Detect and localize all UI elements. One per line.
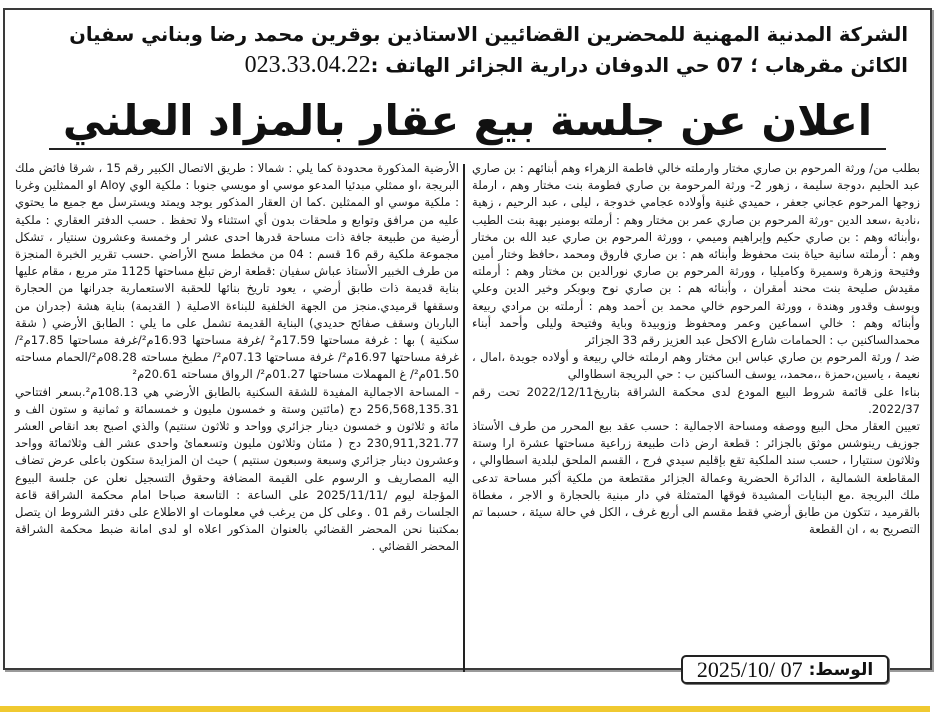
phone-number: 023.33.04.22 <box>244 52 371 78</box>
defendant-paragraph: ضد / ورثة المرحوم بن صاري عباس ابن مختار وهم ارملته خالي ربيعة و أولاده جويدة ،امال ، نعيمة ، ياسين،حمزة ،،محمد،، يوسف الساكنين ب : حي البريجة اسطاوالي <box>472 350 920 382</box>
column-divider <box>463 164 465 672</box>
accent-bar <box>0 706 930 712</box>
company-name-line: الشركة المدنية المهنية للمحضرين القضائيين الاستاذين بوقرين محمد رضا وبناني سفيان <box>69 23 908 46</box>
notice-body <box>5 160 930 662</box>
publication-date-tag <box>681 655 889 684</box>
left-column <box>15 160 459 556</box>
title-container <box>5 96 930 150</box>
property-description-paragraph: تعيين العقار محل البيع ووصفه ومساحة الاجمالية : حسب عقد بيع المحرر من طرف الأستاذ جوزيف رينوشس موثق بالجزائر : قطعة ارض ذات طبيعة زراعية مساحتها عشرة ارا وستة وثلاثون سنتيارا ، حسب سند الملكية تقع بإقليم سيدي فرج ، القسم الملحق لبلدية اسطاوالي ، المقاطعة الشمالية ، الدائرة الحضرية وعمالة الجزائر مقتطعة من ملكية أكبر مساحة تدعى ملك البريجة .مع البنايات المشيدة فوقها المتمثلة في دار مبنية بالحجارة و الاجر ، مغطاة بالقرميد ، تتكون من طابق أرضي فقط مقسم الى أربع غرف ، الكل في حالة سيئة ، حسبما تم التصريح به ، ان القطعة <box>472 419 920 537</box>
newspaper-label: الوسط: <box>808 659 874 680</box>
plaintiff-paragraph: بطلب من/ ورثة المرحوم بن صاري مختار وارملته خالي فاطمة الزهراء وهم أبنائهم : بن صاري عبد الحليم ،دوجة سليمة ، زهور 2- ورثة المرحومة بن صاري فطومة بنت مختار وهم ، ارملة زوجها المرحوم عجاني جعفر ، حميدي غنية وأولاده عجامي خدوجة ، ليلى ، عبد الرحيم ، زهية ،نادية ،سعد الدين -ورثة المرحوم بن صاري عمر بن مختار وهم : أرملته بومنير بهية بنت الطيب ،وأبنائه وهم : بن صاري حكيم وإبراهيم وميمي ، وورثة المرحوم بن صاري عبد الله بن مختار وهم : أرملته سانية حياة بنت محفوظ وأبنائه هم : بن صاري فاروق ومحمد ،حافظ وختار أمين وفتيحة وزهرة وسميرة وكاميليا ، وورثة المرحوم بن صاري نورالدين بن مختار وهم : أرملته مقيدش صليحة بنت محند أمقران ، وأبنائه هم : بن صاري نوح وبوبكر وخير الدين وعلي ويوسف وقدور وهندة ، وورثة المرحوم خالي محمد بن أحمد وهم : أرملته بن مرادي ربيعة وأبنائه وهم : خالي اسماعين وعمر ومحفوظ وزوبيدة وباية وفتيحة وليلى وأحمد أبناء محمدالساكنين ب : الحمامات شارع الاكحل عبد العزيز رقم 33 الجزائر <box>472 161 920 348</box>
right-column <box>472 160 920 538</box>
price-and-session-paragraph: - المساحة الاجمالية المفيدة للشقة السكنية بالطابق الأرضي هي 108.13م².بسعر افتتاحي 256,568,135.31 دج (مائتين وستة و خمسون مليون و خمسمائة و ثمانية و ستون الف و مائة و ثلاثون و خمسون دينار جزائري وواحد و ثلاثون سنتيم) والذي اصبح بعد انقاص العشر 230,911,321.77 دج ( مئتان وثلاثون مليون وتسعمائ واحدى عشر الف وثلاثمائة وواحد وعشرون دينار جزائري وسبعة وسبعون سنتيم ) حيث ان المزايدة ستكون باعلى عرض تضاف اليه المصاريف و الرسوم على القيمة المضافة وحقوق التسجيل نعلن عن جلسة البيوع المؤجلة ليوم /2025/11/11 على الساعة : التاسعة صباحا امام محكمة الشراقة قاعة الجلسات رقم 01 . وعلى كل من يرغب في معلومات او الاطلاع على دفتر الشروط ان يتصل بمكتبنا نحن المحضر القضائي بالعنوان المذكور اعلاه او لدى امانة ضبط محكمة الشراقة المحضر القضائي . <box>15 384 459 554</box>
conditions-paragraph: بناءا على قائمة شروط البيع المودع لدى محكمة الشراقة بتاريخ2022/12/11 تحت رقم 2022/37. <box>472 384 920 416</box>
legal-notice-frame <box>3 8 932 670</box>
boundaries-paragraph: الأرضية المذكورة محدودة كما يلي : شمالا : طريق الاتصال الكبير رقم 15 ، شرقا فائض ملك البريجة ،او ممثلي مبدئيا المدعو موسي او مويسي جنوبا : ملكية الوي Aloy او الممثلين وغربا : ملكية موسي او الممثلين .كما ان العقار المذكور يوجد ويمتد ويسترسل مع جميع ما يحتوي عليه من مرافق وتوابع و ملحقات بدون أي استثناء ولا تحفظ . حسب الدفتر العقاري : ملكية أرضية من طبيعة جافة ذات مساحة قدرها احدى عشر ار وخمسة وعشرون سنتيار ، تشكل مجموعة ملكية رقم 16 قسم : 04 من مخطط مسح الأراضي .حسب تقرير الخبرة المنجزة من طرف الخبير الأستاذ عباش سفيان :قطعة ارض تبلغ مساحتها 1125 متر مربع ، مقام عليها بناية قديمة ذات طابق أرضي ، يعود تاريخ بنائها للحقبة الاستعمارية جدرانها من الحجارة وسقفها قرميدي.منجز من الجهة الخلفية للبناءة الاصلية ( القديمة) بناية هشة (جدران من الباربان وسقف صفائح حديدي) البناية القديمة تشمل على ما يلي : الطابق الأرضي ( شقة سكنية ) بها : غرفة مساحتها 17.59م² /غرفة مساحتها 16.93م²/غرفة مساحتها 17.85م²/ غرفة مساحتها 16.97م²/ غرفة مساحتها 07.13م²/ مطبخ مساحته 08.28م²/الحمام مساحته 01.50م²/ غ المهملات مساحتها 01.27م²/ الرواق مساحته 20.61م² <box>15 161 460 382</box>
publication-date: 2025/10/ 07 <box>696 656 803 682</box>
address-text: الكائن مقرهاب ؛ 07 حي الدوفان درارية الجزائر الهاتف : <box>370 54 908 77</box>
notice-header <box>5 10 930 81</box>
address-line <box>19 50 908 81</box>
notice-title: اعلان عن جلسة بيع عقار بالمزاد العلني <box>49 96 886 150</box>
